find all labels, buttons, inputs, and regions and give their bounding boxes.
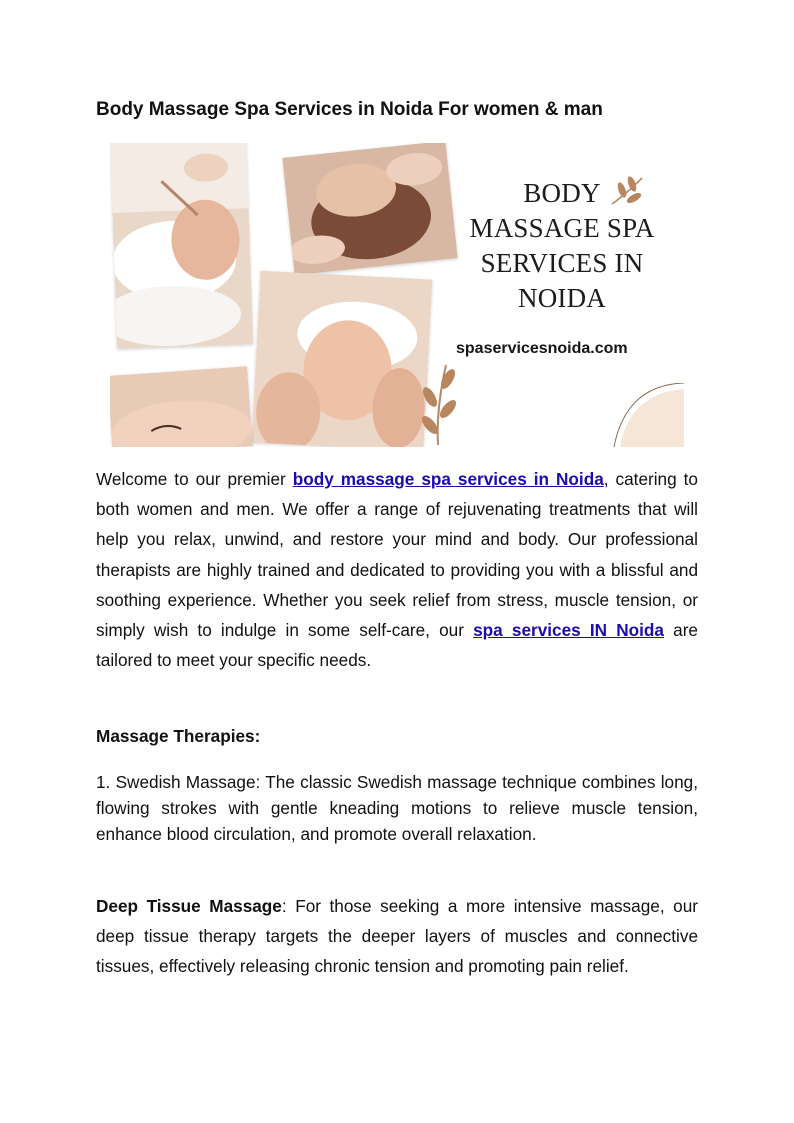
leaf-decoration-icon (418, 359, 458, 447)
face-massage-photo (252, 271, 433, 447)
relaxing-face-photo (110, 366, 253, 447)
intro-paragraph (96, 464, 698, 675)
deep-tissue-paragraph (96, 891, 698, 982)
body-massage-link[interactable]: body massage spa services in Noida (292, 469, 604, 489)
page-title: Body Massage Spa Services in Noida For women & man (96, 99, 603, 120)
deep-tissue-text: : For those seeking a more intensive massage, our deep tissue therapy targets the deeper layers of muscles and connective tissues, effectively releasing chronic tension and promoting pain relief. (96, 896, 698, 977)
intro-text: are tailored to meet your specific needs. (96, 620, 698, 671)
head-massage-photo (282, 143, 457, 275)
swedish-massage-paragraph: 1. Swedish Massage: The classic Swedish massage technique combines long, flowing strokes with gentle kneading motions to relieve muscle tension, enhance blood circulation, and promote overall relaxation. (96, 772, 698, 844)
leaf-sprig-icon (608, 174, 646, 208)
brand-line: SERVICES IN (480, 248, 644, 278)
facial-treatment-photo (110, 143, 253, 349)
brand-line: MASSAGE SPA (469, 213, 655, 243)
section-heading: Massage Therapies: (96, 726, 261, 746)
brand-line: BODY (523, 178, 601, 208)
brand-line: NOIDA (518, 283, 606, 313)
spa-services-link[interactable]: spa services IN Noida (473, 620, 664, 641)
intro-text: , catering to both women and men. We offer a range of rejuvenating treatments that will help you relax, unwind, and restore your mind and body. Our professional therapists are highly trained and dedicated to providing you with a blissful and soothing experience. Whether you seek relief from stress, muscle tension, or simply wish to indulge in some self-care, our (96, 469, 698, 641)
intro-text: Welcome to our premier (96, 469, 293, 489)
deep-tissue-label: Deep Tissue Massage (96, 896, 282, 916)
website-label: spaservicesnoida.com (456, 340, 628, 357)
corner-arc-shape (610, 383, 684, 447)
